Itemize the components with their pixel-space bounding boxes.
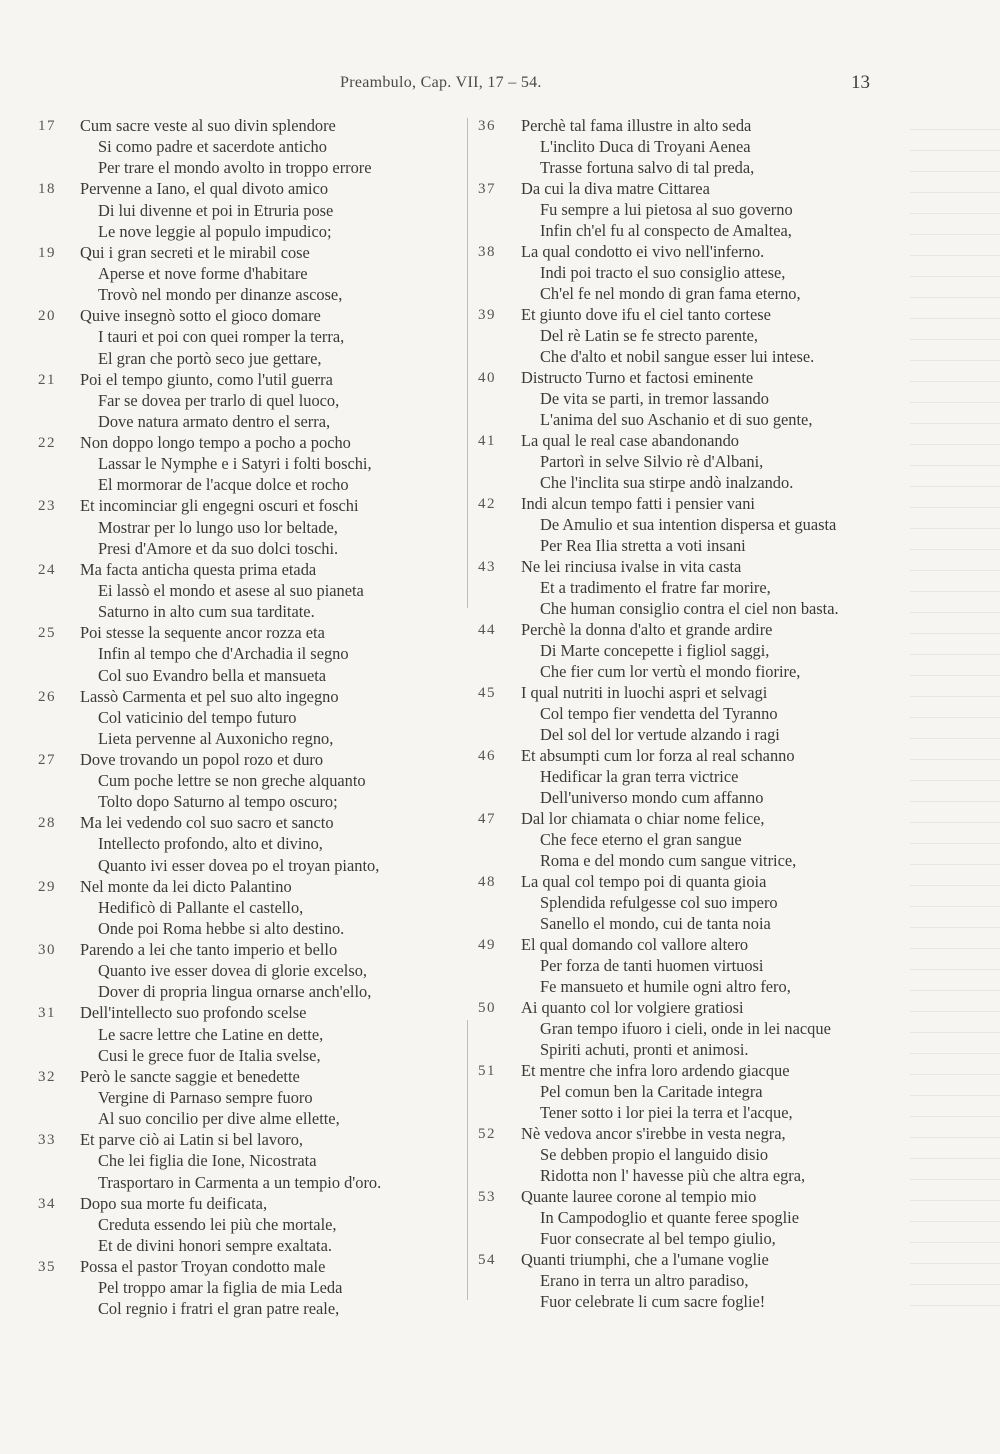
stanza-54 xyxy=(478,1249,918,1312)
stanza-number: 52 xyxy=(478,1126,496,1142)
page-number: 13 xyxy=(851,72,870,93)
verse-line: L'anima del suo Aschanio et di suo gente, xyxy=(540,410,813,430)
verse-line: Che fier cum lor vertù el mondo fiorire, xyxy=(540,662,801,682)
verse-line: Qui i gran secreti et le mirabil cose xyxy=(80,242,310,262)
stanza-17 xyxy=(38,115,458,178)
stanza-27 xyxy=(38,749,458,812)
stanza-number: 44 xyxy=(478,622,496,638)
verse-line: Pervenne a Iano, el qual divoto amico xyxy=(80,179,329,199)
stanza-number: 32 xyxy=(38,1068,56,1085)
verse-line: Tener sotto i lor piei la terra et l'acque, xyxy=(540,1103,793,1123)
verse-line: Dell'intellecto suo profondo scelse xyxy=(80,1003,307,1023)
stanza-number: 41 xyxy=(478,433,496,449)
verse-line: Splendida refulgesse col suo impero xyxy=(540,893,778,913)
stanza-number: 36 xyxy=(478,118,496,134)
verse-line: Sanello el mondo, cui de tanta noia xyxy=(540,914,771,934)
verse-line: Dover di propria lingua ornarse anch'ello, xyxy=(98,982,372,1002)
verse-line: Fuor consecrate al bel tempo giulio, xyxy=(540,1229,776,1249)
stanza-number: 25 xyxy=(38,625,56,642)
verse-line: Col suo Evandro bella et mansueta xyxy=(98,665,327,685)
stanza-46 xyxy=(478,745,918,808)
stanza-45 xyxy=(478,682,918,745)
stanza-50 xyxy=(478,997,918,1060)
verse-line: Et de divini honori sempre exaltata. xyxy=(98,1236,332,1256)
verse-line: Fe mansueto et humile ogni altro fero, xyxy=(540,977,791,997)
stanza-33 xyxy=(38,1129,458,1192)
verse-line: Quanto ive esser dovea di glorie excelso, xyxy=(98,961,367,981)
verse-line: Dopo sua morte fu deificata, xyxy=(80,1193,268,1213)
right-column xyxy=(478,115,918,1312)
stanza-number: 47 xyxy=(478,811,496,827)
stanza-number: 45 xyxy=(478,685,496,701)
verse-line: Roma e del mondo cum sangue vitrice, xyxy=(540,851,797,871)
verse-line: Che fece eterno el gran sangue xyxy=(540,830,742,850)
verse-line: Cum poche lettre se non greche alquanto xyxy=(98,771,366,791)
verse-line: Che d'alto et nobil sangue esser lui intese. xyxy=(540,347,815,367)
stanza-23 xyxy=(38,495,458,558)
verse-line: I tauri et poi con quei romper la terra, xyxy=(98,327,345,347)
stanza-25 xyxy=(38,622,458,685)
verse-line: La qual le real case abandonando xyxy=(521,431,739,450)
stanza-35 xyxy=(38,1256,458,1319)
stanza-51 xyxy=(478,1060,918,1123)
stanza-22 xyxy=(38,432,458,495)
verse-line: Non doppo longo tempo a pocho a pocho xyxy=(80,432,351,452)
verse-line: Creduta essendo lei più che mortale, xyxy=(98,1214,337,1234)
verse-line: Dove trovando un popol rozo et duro xyxy=(80,749,324,769)
verse-line: Vergine di Parnaso sempre fuoro xyxy=(98,1088,313,1108)
stanza-number: 24 xyxy=(38,561,56,578)
verse-line: Dell'universo mondo cum affanno xyxy=(540,788,764,808)
verse-line: Perchè tal fama illustre in alto seda xyxy=(521,116,752,135)
verse-line: Se debben propio el languido disio xyxy=(540,1145,769,1165)
verse-line: Di Marte concepette i figliol saggi, xyxy=(540,641,770,661)
verse-line: Et mentre che infra loro ardendo giacque xyxy=(521,1061,790,1080)
verse-line: Infin ch'el fu al conspecto de Amaltea, xyxy=(540,221,792,241)
stanza-18 xyxy=(38,178,458,241)
verse-line: Saturno in alto cum sua tarditate. xyxy=(98,602,315,622)
verse-line: Spiriti achuti, pronti et animosi. xyxy=(540,1040,749,1060)
verse-line: Lassò Carmenta et pel suo alto ingegno xyxy=(80,686,339,706)
verse-line: Indi alcun tempo fatti i pensier vani xyxy=(521,494,755,513)
stanza-number: 51 xyxy=(478,1063,496,1079)
verse-line: Ma lei vedendo col suo sacro et sancto xyxy=(80,813,334,833)
verse-line: Ch'el fe nel mondo di gran fama eterno, xyxy=(540,284,801,304)
running-header xyxy=(0,74,1000,96)
verse-line: Ne lei rinciusa ivalse in vita casta xyxy=(521,557,742,576)
verse-line: Onde poi Roma hebbe si alto destino. xyxy=(98,919,345,939)
verse-line: Fuor celebrate li cum sacre foglie! xyxy=(540,1292,766,1312)
verse-line: Per trare el mondo avolto in troppo errore xyxy=(98,158,372,178)
verse-line: Tolto dopo Saturno al tempo oscuro; xyxy=(98,792,338,812)
verse-line: Ei lassò el mondo et asese al suo pianeta xyxy=(98,580,364,600)
verse-line: Dal lor chiamata o chiar nome felice, xyxy=(521,809,765,828)
verse-line: Pel troppo amar la figlia de mia Leda xyxy=(98,1278,343,1298)
verse-line: Col vaticinio del tempo futuro xyxy=(98,707,297,727)
verse-line: Ai quanto col lor volgiere gratiosi xyxy=(521,998,744,1017)
verse-line: Hedificar la gran terra victrice xyxy=(540,767,739,787)
stanza-number: 38 xyxy=(478,244,496,260)
verse-line: Erano in terra un altro paradiso, xyxy=(540,1271,749,1291)
verse-line: Hedificò di Pallante el castello, xyxy=(98,897,304,917)
verse-line: El gran che portò seco jue gettare, xyxy=(98,348,322,368)
stanza-24 xyxy=(38,559,458,622)
verse-line: Per Rea Ilia stretta a voti insani xyxy=(540,536,746,556)
stanza-43 xyxy=(478,556,918,619)
verse-line: Le nove leggie al populo impudico; xyxy=(98,221,332,241)
stanza-number: 35 xyxy=(38,1259,56,1276)
stanza-39 xyxy=(478,304,918,367)
verse-line: Intellecto profondo, alto et divino, xyxy=(98,834,323,854)
verse-line: Per forza de tanti huomen virtuosi xyxy=(540,956,764,976)
verse-line: Et giunto dove ifu el ciel tanto cortese xyxy=(521,305,771,324)
verse-line: Et parve ciò ai Latin si bel lavoro, xyxy=(80,1130,304,1150)
stanza-30 xyxy=(38,939,458,1002)
verse-line: In Campodoglio et quante feree spoglie xyxy=(540,1208,799,1228)
verse-line: Parendo a lei che tanto imperio et bello xyxy=(80,940,338,960)
bleed-through-shadow xyxy=(910,115,1000,1315)
stanza-number: 19 xyxy=(38,244,56,261)
stanza-47 xyxy=(478,808,918,871)
verse-line: Di lui divenne et poi in Etruria pose xyxy=(98,200,334,220)
verse-line: L'inclito Duca di Troyani Aenea xyxy=(540,137,751,157)
stanza-number: 34 xyxy=(38,1195,56,1212)
column-rule-top xyxy=(467,118,468,608)
stanza-26 xyxy=(38,686,458,749)
verse-line: Cum sacre veste al suo divin splendore xyxy=(80,116,336,135)
stanza-38 xyxy=(478,241,918,304)
verse-line: Lassar le Nymphe e i Satyri i folti boschi, xyxy=(98,454,372,474)
stanza-number: 29 xyxy=(38,878,56,895)
verse-line: Far se dovea per trarlo di quel luoco, xyxy=(98,390,340,410)
stanza-number: 39 xyxy=(478,307,496,323)
verse-line: I qual nutriti in luochi aspri et selvagi xyxy=(521,683,768,702)
verse-line: Ridotta non l' havesse più che altra egra, xyxy=(540,1166,806,1186)
stanza-53 xyxy=(478,1186,918,1249)
verse-line: Et a tradimento el fratre far morire, xyxy=(540,578,771,598)
stanza-28 xyxy=(38,812,458,875)
verse-line: Col tempo fier vendetta del Tyranno xyxy=(540,704,778,724)
stanza-20 xyxy=(38,305,458,368)
verse-line: El mormorar de l'acque dolce et rocho xyxy=(98,475,349,495)
stanza-number: 31 xyxy=(38,1005,56,1022)
stanza-49 xyxy=(478,934,918,997)
column-rule-bottom xyxy=(467,1020,468,1300)
verse-line: Col regnio i fratri el gran patre reale, xyxy=(98,1299,340,1319)
stanza-44 xyxy=(478,619,918,682)
verse-line: Distructo Turno et factosi eminente xyxy=(521,368,754,387)
verse-line: Che lei figlia die Ione, Nicostrata xyxy=(98,1151,317,1171)
verse-line: Et incominciar gli engegni oscuri et foschi xyxy=(80,496,359,516)
stanza-40 xyxy=(478,367,918,430)
verse-line: Pel comun ben la Caritade integra xyxy=(540,1082,763,1102)
verse-line: Del rè Latin se fe strecto parente, xyxy=(540,326,758,346)
verse-line: Mostrar per lo lungo uso lor beltade, xyxy=(98,517,338,537)
verse-line: Nè vedova ancor s'irebbe in vesta negra, xyxy=(521,1124,786,1143)
verse-line: De vita se parti, in tremor lassando xyxy=(540,389,769,409)
stanza-number: 37 xyxy=(478,181,496,197)
verse-line: Quanti triumphi, che a l'umane voglie xyxy=(521,1250,769,1269)
verse-line: Ma facta anticha questa prima etada xyxy=(80,559,317,579)
stanza-21 xyxy=(38,369,458,432)
verse-line: Quante lauree corone al tempio mio xyxy=(521,1187,757,1206)
stanza-number: 28 xyxy=(38,815,56,832)
stanza-48 xyxy=(478,871,918,934)
verse-line: Fu sempre a lui pietosa al suo governo xyxy=(540,200,793,220)
verse-line: Quive insegnò sotto el gioco domare xyxy=(80,306,321,326)
left-column xyxy=(38,115,458,1319)
stanza-37 xyxy=(478,178,918,241)
stanza-number: 17 xyxy=(38,118,56,134)
stanza-number: 18 xyxy=(38,181,56,198)
verse-line: Al suo concilio per dive alme ellette, xyxy=(98,1109,340,1129)
stanza-number: 50 xyxy=(478,1000,496,1016)
verse-line: La qual col tempo poi di quanta gioia xyxy=(521,872,767,891)
verse-line: Infin al tempo che d'Archadia il segno xyxy=(98,644,349,664)
verse-line: Partorì in selve Silvio rè d'Albani, xyxy=(540,452,764,472)
verse-line: El qual domando col vallore altero xyxy=(521,935,749,954)
verse-line: Che l'inclita sua stirpe andò inalzando. xyxy=(540,473,794,493)
verse-line: La qual condotto ei vivo nell'inferno. xyxy=(521,242,765,261)
verse-line: Nel monte da lei dicto Palantino xyxy=(80,876,292,896)
verse-line: Trovò nel mondo per dinanze ascose, xyxy=(98,285,343,305)
verse-line: Quanto ivi esser dovea po el troyan pianto, xyxy=(98,855,380,875)
stanza-number: 21 xyxy=(38,371,56,388)
stanza-52 xyxy=(478,1123,918,1186)
stanza-34 xyxy=(38,1193,458,1256)
stanza-number: 27 xyxy=(38,751,56,768)
stanza-number: 54 xyxy=(478,1252,496,1268)
verse-line: Si como padre et sacerdote anticho xyxy=(98,137,327,157)
stanza-number: 43 xyxy=(478,559,496,575)
stanza-number: 42 xyxy=(478,496,496,512)
verse-line: Da cui la diva matre Cittarea xyxy=(521,179,710,198)
stanza-number: 30 xyxy=(38,942,56,959)
verse-line: Dove natura armato dentro el serra, xyxy=(98,411,331,431)
stanza-42 xyxy=(478,493,918,556)
stanza-29 xyxy=(38,876,458,939)
verse-line: Trasportaro in Carmenta a un tempio d'oro. xyxy=(98,1172,382,1192)
running-title: Preambulo, Cap. VII, 17 – 54. xyxy=(340,74,542,91)
stanza-number: 48 xyxy=(478,874,496,890)
verse-line: Et absumpti cum lor forza al real schanno xyxy=(521,746,795,765)
verse-line: Lieta pervenne al Auxonicho regno, xyxy=(98,728,334,748)
stanza-number: 33 xyxy=(38,1132,56,1149)
verse-line: De Amulio et sua intention dispersa et guasta xyxy=(540,515,837,535)
verse-line: Gran tempo ifuoro i cieli, onde in lei nacque xyxy=(540,1019,831,1039)
stanza-41 xyxy=(478,430,918,493)
stanza-19 xyxy=(38,242,458,305)
verse-line: Perchè la donna d'alto et grande ardire xyxy=(521,620,773,639)
verse-line: Le sacre lettre che Latine en dette, xyxy=(98,1024,324,1044)
stanza-number: 20 xyxy=(38,308,56,325)
stanza-number: 53 xyxy=(478,1189,496,1205)
stanza-number: 22 xyxy=(38,434,56,451)
verse-line: Trasse fortuna salvo di tal preda, xyxy=(540,158,755,178)
verse-line: Poi stesse la sequente ancor rozza eta xyxy=(80,623,325,643)
stanza-number: 49 xyxy=(478,937,496,953)
verse-line: Aperse et nove forme d'habitare xyxy=(98,263,308,283)
stanza-number: 26 xyxy=(38,688,56,705)
verse-line: Poi el tempo giunto, como l'util guerra xyxy=(80,369,333,389)
stanza-31 xyxy=(38,1002,458,1065)
stanza-number: 46 xyxy=(478,748,496,764)
stanza-number: 23 xyxy=(38,498,56,515)
verse-line: Che human consiglio contra el ciel non basta. xyxy=(540,599,839,619)
verse-line: Del sol del lor vertude alzando i ragi xyxy=(540,725,780,745)
verse-line: Cusi le grece fuor de Italia svelse, xyxy=(98,1045,321,1065)
verse-line: Indi poi tracto el suo consiglio attese, xyxy=(540,263,786,283)
verse-line: Possa el pastor Troyan condotto male xyxy=(80,1257,326,1277)
verse-line: Presi d'Amore et da suo dolci toschi. xyxy=(98,538,339,558)
stanza-32 xyxy=(38,1066,458,1129)
stanza-36 xyxy=(478,115,918,178)
verse-line: Però le sancte saggie et benedette xyxy=(80,1066,300,1086)
stanza-number: 40 xyxy=(478,370,496,386)
